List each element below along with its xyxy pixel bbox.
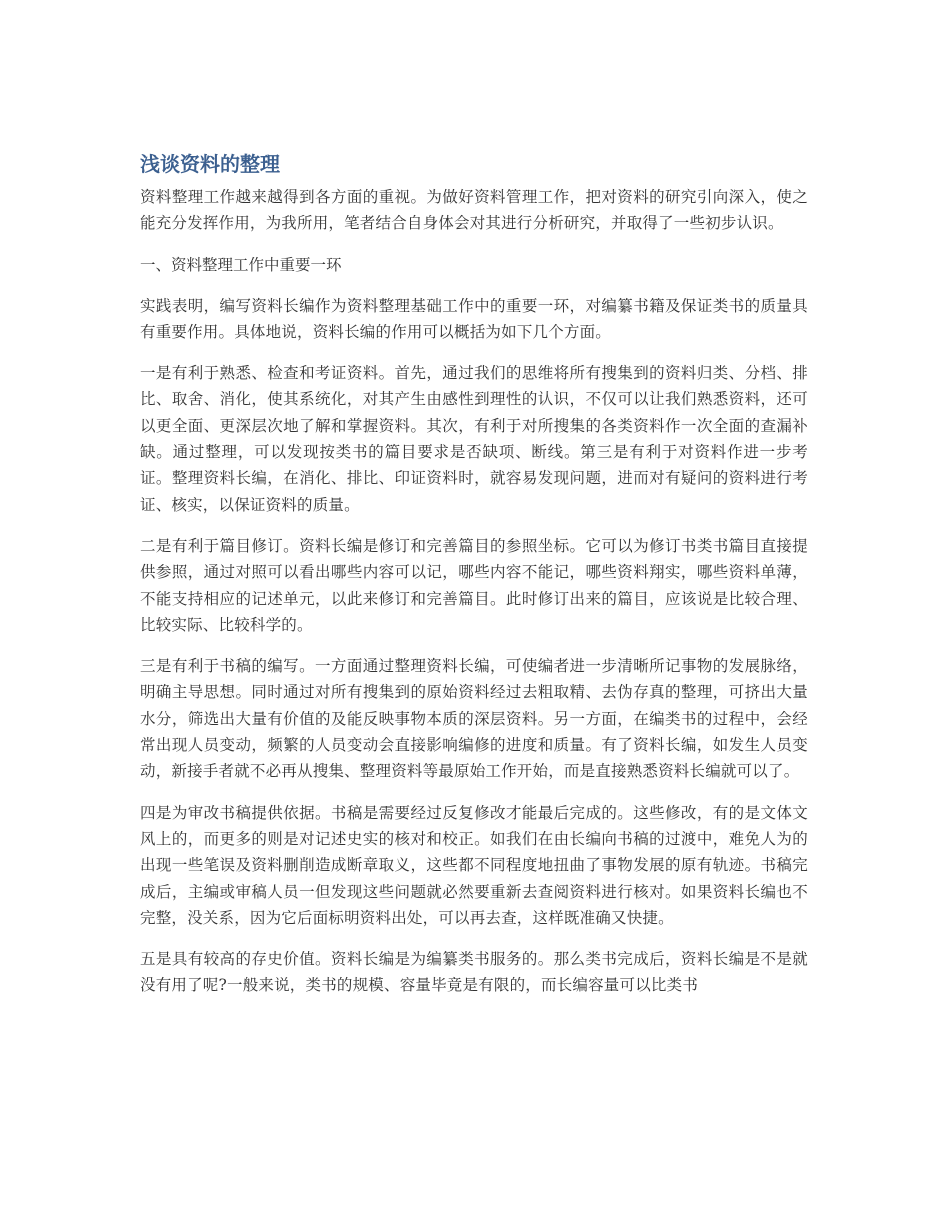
document-page — [140, 150, 808, 1014]
body-paragraph: 三是有利于书稿的编写。一方面通过整理资料长编，可使编者进一步清晰所记事物的发展脉络，明确主导思想。同时通过对所有搜集到的原始资料经过去粗取精、去伪存真的整理，可挤出大量水分，筛选出大量有价值的及能反映事物本质的深层资料。另一方面，在编类书的过程中，会经常出现人员变动，频繁的人员变动会直接影响编修的进度和质量。有了资料长编，如发生人员变动，新接手者就不必再从搜集、整理资料等最原始工作开始，而是直接熟悉资料长编就可以了。 — [140, 657, 808, 781]
intro-paragraph: 资料整理工作越来越得到各方面的重视。为做好资料管理工作，把对资料的研究引向深入，使之能充分发挥作用，为我所用，笔者结合自身体会对其进行分析研究，并取得了一些初步认识。 — [140, 188, 808, 233]
body-paragraph: 二是有利于篇目修订。资料长编是修订和完善篇目的参照坐标。它可以为修订书类书篇目直接提供参照，通过对照可以看出哪些内容可以记，哪些内容不能记，哪些资料翔实，哪些资料单薄，不能支持相应的记述单元，以此来修订和完善篇目。此时修订出来的篇目，应该说是比较合理、比较实际、比较科学的。 — [140, 536, 808, 634]
document-title: 浅谈资料的整理 — [140, 152, 280, 176]
section-heading: 一、资料整理工作中重要一环 — [140, 255, 342, 274]
body-paragraph: 五是具有较高的存史价值。资料长编是为编纂类书服务的。那么类书完成后，资料长编是不是就没有用了呢?一般来说，类书的规模、容量毕竟是有限的，而长编容量可以比类书 — [140, 950, 808, 995]
body-paragraph: 一是有利于熟悉、检查和考证资料。首先，通过我们的思维将所有搜集到的资料归类、分档、排比、取舍、消化，使其系统化，对其产生由感性到理性的认识，不仅可以让我们熟悉资料，还可以更全面、更深层次地了解和掌握资料。其次，有利于对所搜集的各类资料作一次全面的查漏补缺。通过整理，可以发现按类书的篇目要求是否缺项、断线。第三是有利于对资料作进一步考证。整理资料长编，在消化、排比、印证资料时，就容易发现问题，进而对有疑问的资料进行考证、核实，以保证资料的质量。 — [140, 364, 808, 514]
body-paragraph: 四是为审改书稿提供依据。书稿是需要经过反复修改才能最后完成的。这些修改，有的是文体文风上的，而更多的则是对记述史实的核对和校正。如我们在由长编向书稿的过渡中，难免人为的出现一些笔误及资料删削造成断章取义，这些都不同程度地扭曲了事物发展的原有轨迹。书稿完成后，主编或审稿人员一但发现这些问题就必然要重新去查阅资料进行核对。如果资料长编也不完整，没关系，因为它后面标明资料出处，可以再去查，这样既准确又快捷。 — [140, 803, 808, 927]
body-paragraph: 实践表明，编写资料长编作为资料整理基础工作中的重要一环，对编纂书籍及保证类书的质量具有重要作用。具体地说，资料长编的作用可以概括为如下几个方面。 — [140, 296, 808, 341]
